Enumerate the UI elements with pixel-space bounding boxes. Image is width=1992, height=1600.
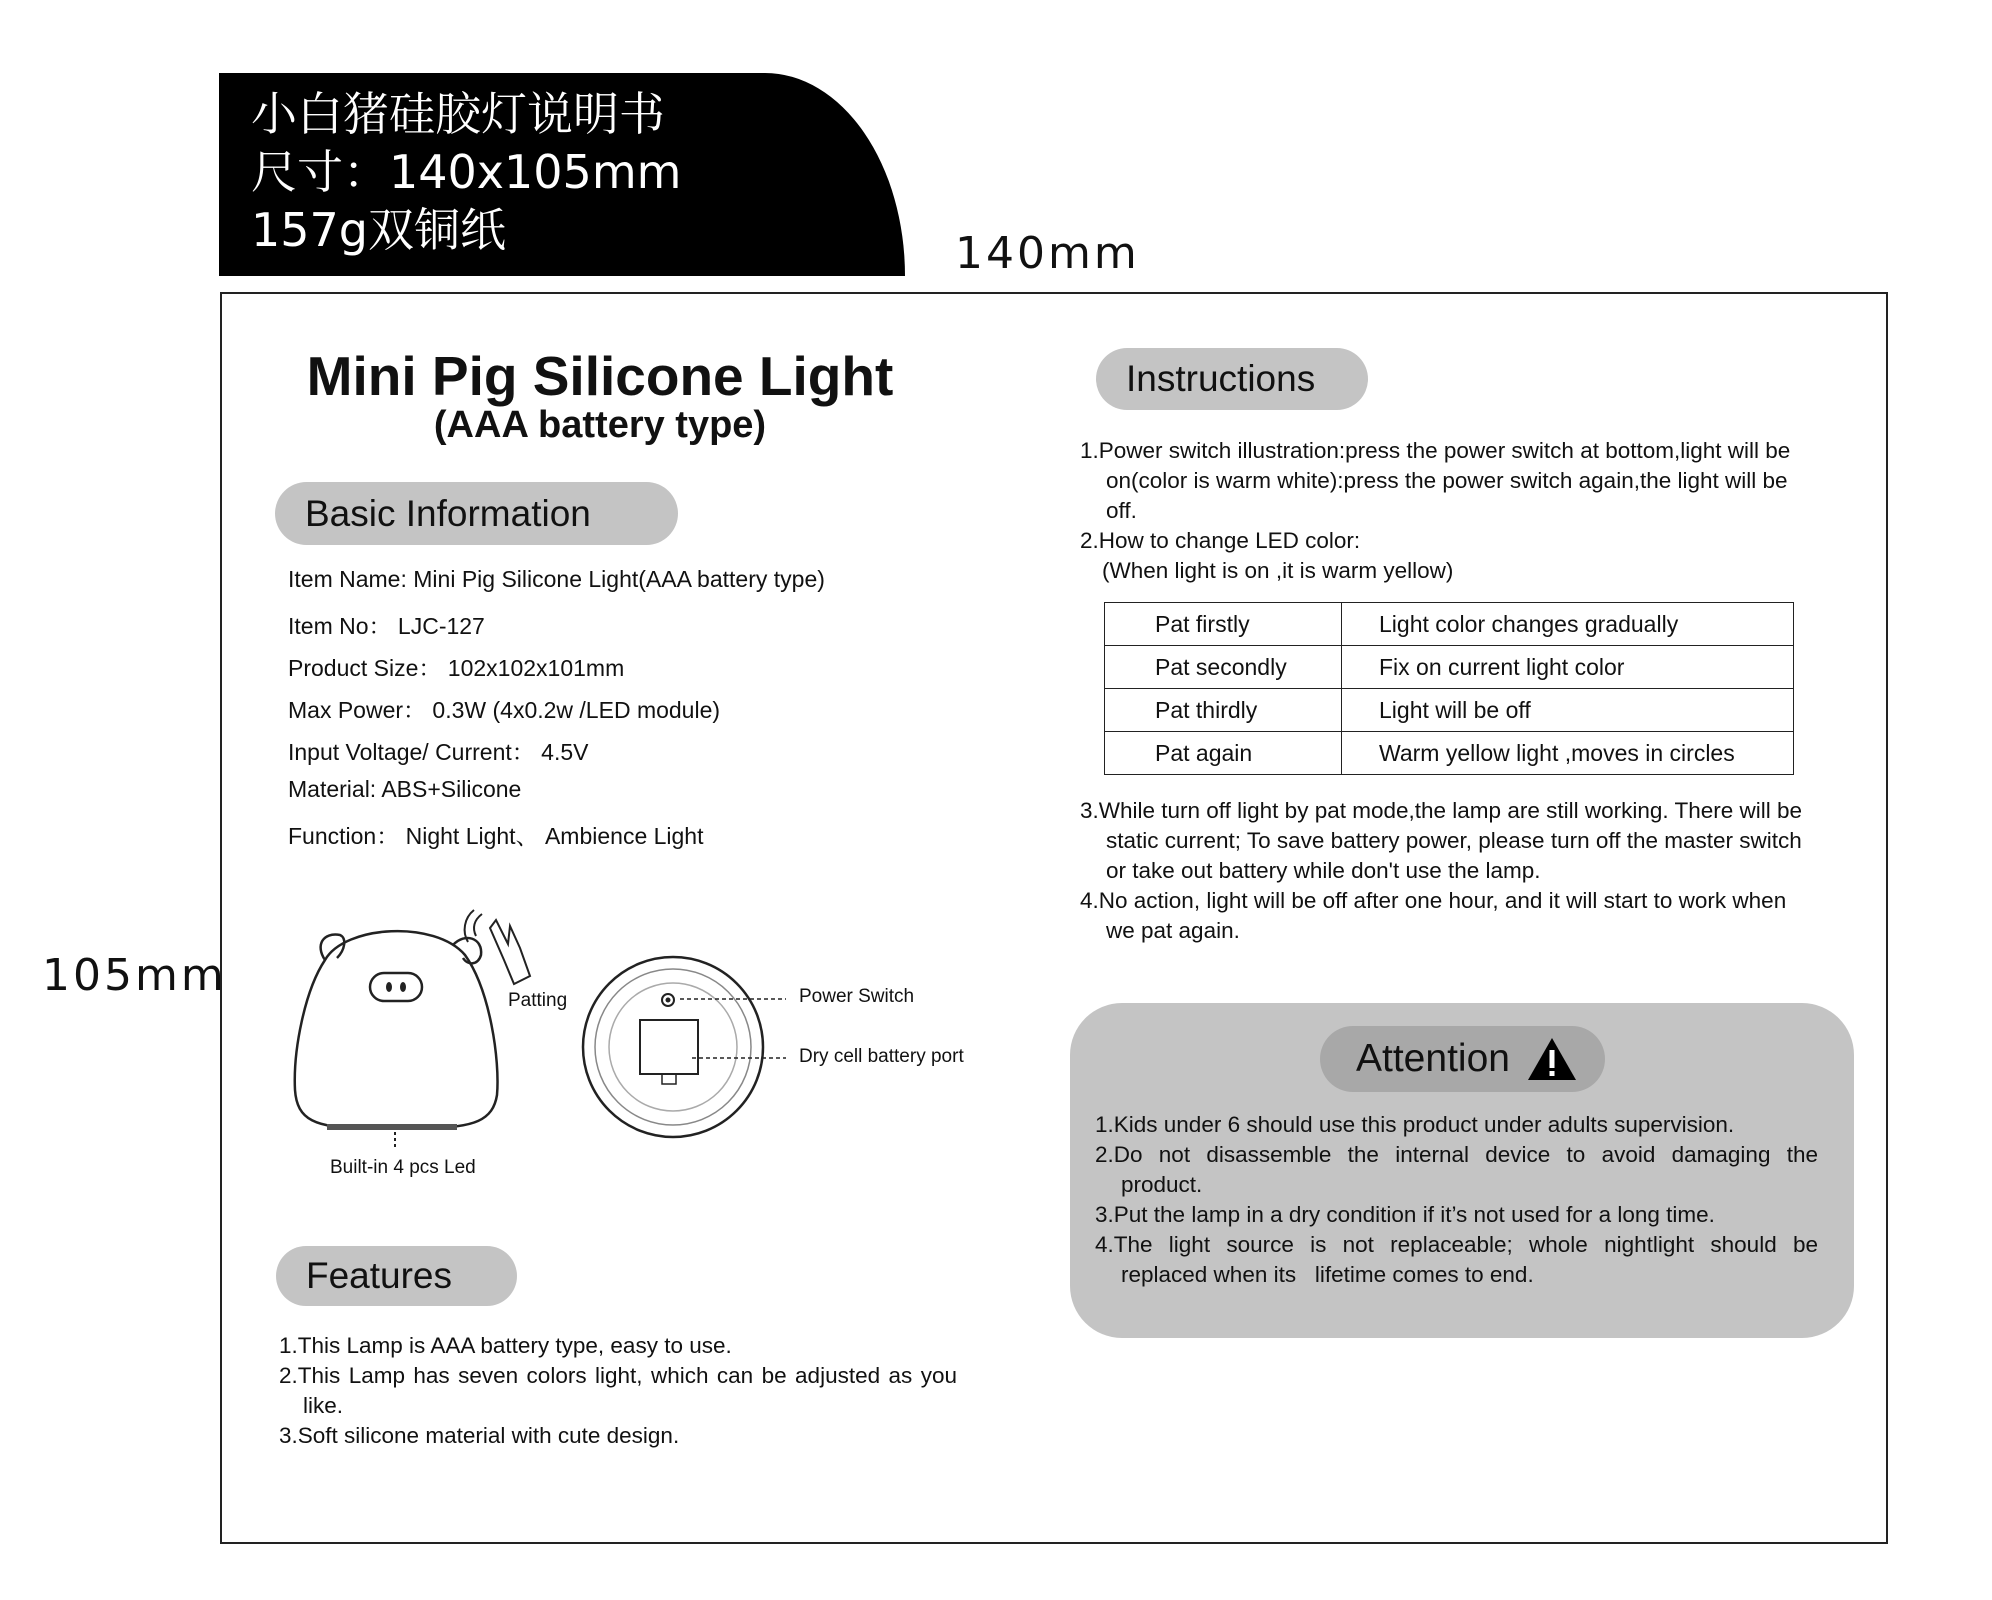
attention-line: 4.The light source is not replaceable; whole nightlight should be xyxy=(1095,1232,1818,1257)
table-cell-result: Fix on current light color xyxy=(1342,646,1794,689)
table-row xyxy=(1105,689,1794,732)
info-item-name: Item Name: Mini Pig Silicone Light(AAA battery type) xyxy=(288,566,825,592)
table-cell-action: Pat firstly xyxy=(1105,603,1342,646)
instruction-line: 2.How to change LED color: xyxy=(1080,528,1361,553)
led-label: Built-in 4 pcs Led xyxy=(330,1157,476,1178)
feature-line: 2.This Lamp has seven colors light, which can be adjusted as you xyxy=(279,1363,957,1388)
warning-icon xyxy=(1526,1036,1578,1082)
battery-port-label: Dry cell battery port xyxy=(799,1046,964,1067)
table-row xyxy=(1105,646,1794,689)
spec-line-title: 小白猪硅胶灯说明书 xyxy=(251,87,665,141)
table-cell-result: Light will be off xyxy=(1342,689,1794,732)
info-function: Function： Night Light、 Ambience Light xyxy=(288,823,704,849)
basic-info-heading-text: Basic Information xyxy=(305,492,591,534)
instructions-heading-text: Instructions xyxy=(1126,358,1316,399)
features-heading xyxy=(276,1246,517,1306)
info-input-voltage: Input Voltage/ Current： 4.5V xyxy=(288,739,589,765)
pat-mode-table xyxy=(1104,602,1794,775)
table-cell-action: Pat secondly xyxy=(1105,646,1342,689)
table-cell-action: Pat again xyxy=(1105,732,1342,775)
attention-line: replaced when its lifetime comes to end. xyxy=(1121,1262,1534,1287)
attention-list xyxy=(1095,1110,1818,1290)
info-item-no: Item No： LJC-127 xyxy=(288,613,485,639)
instruction-line: 4.No action, light will be off after one hour, and it will start to work when xyxy=(1080,888,1787,913)
info-material: Material: ABS+Silicone xyxy=(288,776,522,802)
spec-line-size: 尺寸：140x105mm xyxy=(251,145,682,199)
attention-heading xyxy=(1320,1026,1605,1092)
instruction-line: (When light is on ,it is warm yellow) xyxy=(1102,558,1454,583)
attention-line: 3.Put the lamp in a dry condition if it’s not used for a long time. xyxy=(1095,1202,1715,1227)
instructions-block-1 xyxy=(1080,436,1840,586)
table-row xyxy=(1105,603,1794,646)
hand-pat-icon xyxy=(452,908,542,988)
instruction-line: on(color is warm white):press the power switch again,the light will be xyxy=(1106,468,1788,493)
info-product-size: Product Size： 102x102x101mm xyxy=(288,655,625,681)
table-cell-action: Pat thirdly xyxy=(1105,689,1342,732)
patting-label: Patting xyxy=(508,990,568,1011)
product-title: Mini Pig Silicone Light xyxy=(306,345,894,407)
spec-line-paper: 157g双铜纸 xyxy=(251,203,506,257)
table-cell-result: Warm yellow light ,moves in circles xyxy=(1342,732,1794,775)
table-cell-result: Light color changes gradually xyxy=(1342,603,1794,646)
table-row xyxy=(1105,732,1794,775)
features-list xyxy=(279,1331,957,1451)
instruction-line: static current; To save battery power, please turn off the master switch xyxy=(1106,828,1802,853)
attention-line: 1.Kids under 6 should use this product under adults supervision. xyxy=(1095,1112,1735,1137)
attention-heading-text: Attention xyxy=(1356,1037,1510,1080)
instruction-line: 1.Power switch illustration:press the power switch at bottom,light will be xyxy=(1080,438,1791,463)
instruction-line: off. xyxy=(1106,498,1137,523)
instruction-line: or take out battery while don't use the lamp. xyxy=(1106,858,1541,883)
feature-line: 1.This Lamp is AAA battery type, easy to use. xyxy=(279,1333,732,1358)
attention-line: 2.Do not disassemble the internal device to avoid damaging the xyxy=(1095,1142,1818,1167)
basic-info-list xyxy=(288,566,825,860)
attention-line: product. xyxy=(1121,1172,1203,1197)
info-max-power: Max Power： 0.3W (4x0.2w /LED module) xyxy=(288,697,721,723)
height-dimension: 105mm xyxy=(42,950,227,1001)
product-subtitle: (AAA battery type) xyxy=(433,404,767,446)
feature-line: like. xyxy=(303,1393,344,1418)
diagram-leader-lines xyxy=(680,990,790,1070)
instructions-block-2 xyxy=(1080,796,1840,946)
feature-line: 3.Soft silicone material with cute design. xyxy=(279,1423,680,1448)
width-dimension: 140mm xyxy=(955,228,1140,279)
instruction-line: we pat again. xyxy=(1106,918,1240,943)
features-heading-text: Features xyxy=(306,1255,453,1296)
instruction-line: 3.While turn off light by pat mode,the lamp are still working. There will be xyxy=(1080,798,1803,823)
basic-info-heading xyxy=(275,482,678,545)
power-switch-label: Power Switch xyxy=(799,986,915,1007)
spec-header-tab xyxy=(219,73,905,276)
instructions-heading xyxy=(1096,348,1368,410)
